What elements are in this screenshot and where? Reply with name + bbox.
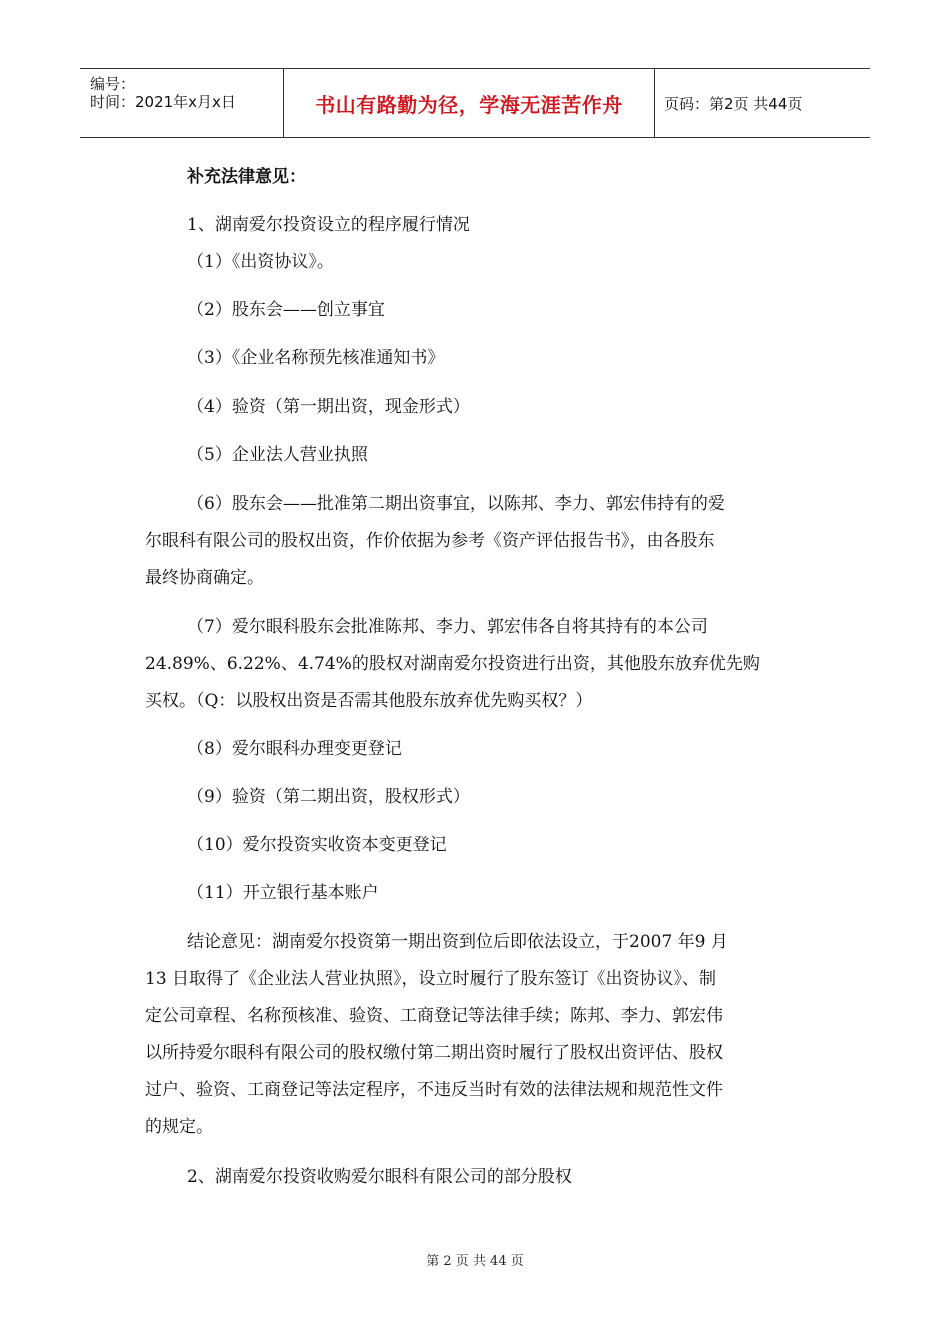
list-item-continued: 尔眼科有限公司的股权出资，作价依据为参考《资产评估报告书》，由各股东 (145, 531, 715, 551)
header-page-cell (654, 69, 870, 137)
page-header (80, 68, 870, 138)
conclusion-paragraph: 结论意见：湖南爱尔投资第一期出资到位后即依法设立，于2007 年9 月 (187, 932, 728, 952)
date-label: 时间：2021年x月x日 (90, 93, 236, 111)
list-item: （10）爱尔投资实收资本变更登记 (187, 835, 447, 855)
list-item: （8）爱尔眼科办理变更登记 (187, 739, 402, 759)
conclusion-paragraph: 13 日取得了《企业法人营业执照》，设立时履行了股东签订《出资协议》、制 (145, 969, 717, 989)
list-item-continued: 买权。（Q：以股权出资是否需其他股东放弃优先购买权？） (145, 691, 593, 711)
list-item: （9）验资（第二期出资，股权形式） (187, 787, 470, 807)
conclusion-paragraph: 以所持爱尔眼科有限公司的股权缴付第二期出资时履行了股权出资评估、股权 (145, 1043, 723, 1063)
list-item-continued: 最终协商确定。 (145, 568, 264, 588)
section-1-title: 1、湖南爱尔投资设立的程序履行情况 (187, 215, 470, 235)
header-meta-cell (80, 69, 283, 137)
list-item-continued: 24.89%、6.22%、4.74%的股权对湖南爱尔投资进行出资，其他股东放弃优先购 (145, 654, 760, 674)
list-item: （3）《企业名称预先核准通知书》 (187, 348, 445, 368)
section-2-title: 2、湖南爱尔投资收购爱尔眼科有限公司的部分股权 (187, 1167, 572, 1187)
conclusion-paragraph: 定公司章程、名称预核准、验资、工商登记等法律手续；陈邦、李力、郭宏伟 (145, 1006, 723, 1026)
list-item: （11）开立银行基本账户 (187, 883, 379, 903)
list-item: （5）企业法人营业执照 (187, 445, 368, 465)
list-item: （1）《出资协议》。 (187, 252, 334, 272)
conclusion-paragraph: 过户、验资、工商登记等法定程序，不违反当时有效的法律法规和规范性文件 (145, 1080, 723, 1100)
list-item: （7）爱尔眼科股东会批准陈邦、李力、郭宏伟各自将其持有的本公司 (187, 617, 708, 637)
list-item: （6）股东会——批准第二期出资事宜，以陈邦、李力、郭宏伟持有的爱 (187, 494, 725, 514)
serial-label: 编号： (90, 75, 136, 93)
motto-text: 书山有路勤为径，学海无涯苦作舟 (315, 92, 623, 117)
page-footer: 第 2 页 共 44 页 (426, 1254, 524, 1269)
section-heading: 补充法律意见： (187, 167, 306, 187)
header-motto-cell (283, 69, 655, 137)
list-item: （2）股东会——创立事宜 (187, 300, 385, 320)
list-item: （4）验资（第一期出资，现金形式） (187, 397, 470, 417)
page-info: 页码：第2页 共44页 (664, 94, 803, 113)
conclusion-paragraph: 的规定。 (145, 1117, 213, 1137)
